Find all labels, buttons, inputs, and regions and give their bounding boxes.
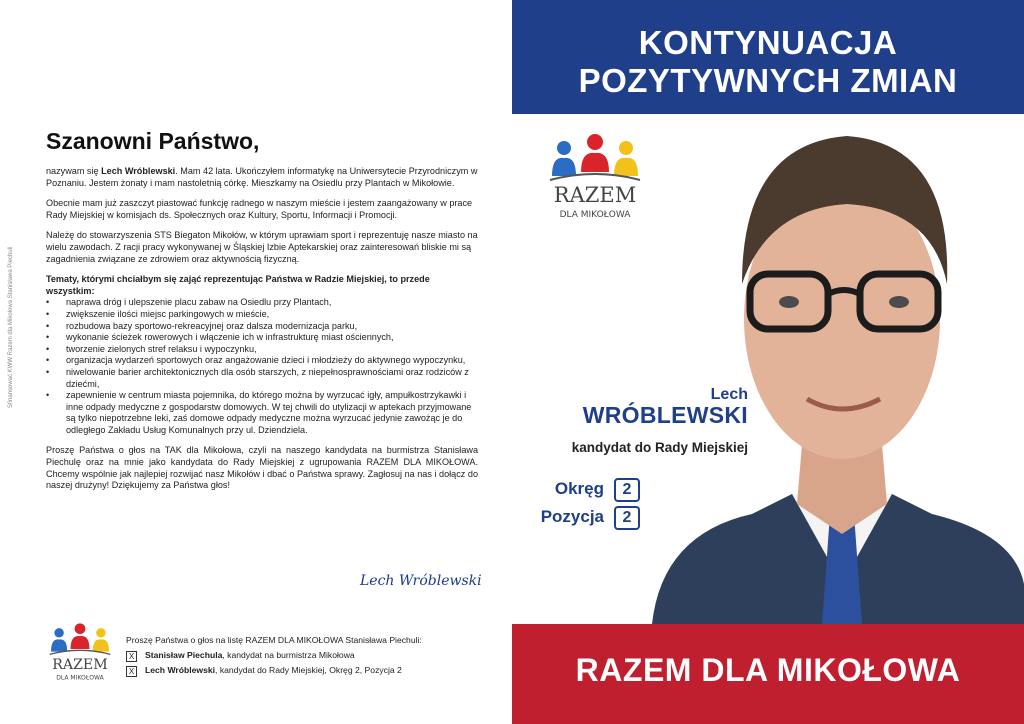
ballot-intro: Proszę Państwa o głos na listę RAZEM DLA MIKOŁOWA Stanisława Piechuli:: [126, 635, 422, 645]
list-item: • rozbudowa bazy sportowo-rekreacyjnej oraz dalsza modernizacja parku,: [46, 321, 478, 333]
intro-post: . Mam 42 lata. Ukończyłem informatykę na Uniwersytecie Przyrodniczym w Poznaniu. Jestem żonaty i mam nastoletnią córkę. Mieszkamy na Osiedlu przy Plantach w Mikołowie.: [46, 166, 478, 188]
ballot-item-name: Stanisław Piechula: [145, 650, 223, 660]
slogan-banner: [512, 624, 1024, 724]
position-badge: 2: [614, 506, 640, 530]
list-item: • naprawa dróg i ulepszenie placu zabaw na Osiedlu przy Plantach,: [46, 297, 478, 309]
district-row: [522, 478, 640, 502]
headline-line-1: KONTYNUACJA: [638, 24, 898, 61]
topics-list: [46, 297, 478, 436]
candidate-portrait-image: [642, 114, 1024, 624]
logo-title: RAZEM: [52, 657, 108, 674]
slogan-text: RAZEM DLA MIKOŁOWA: [575, 652, 961, 688]
intro-pre: nazywam się: [46, 166, 102, 176]
paragraph-sport: Należę do stowarzyszenia STS Biegaton Mikołów, w którym uprawiam sport i reprezentuję nasze miasto na wielu zawodach. Z racji pracy wykonywanej w Śląskiej Izbie Aptekarskiej oraz zainteresowań bliskie mi są zagadnienia związane ze zdrowiem oraz aktywnością fizyczną.: [46, 230, 478, 264]
list-item: • zapewnienie w centrum miasta pojemnika, do którego można by wyrzucać igły, ampułkostrzykawki i inne odpady medyczne z gospodarstw domowych. W tej chwili do utylizacji w aptekach przyjmowane są tylko niepotrzebne leki, zaś domowe odpady medyczne można wyrzucać jedynie zawożąc je do odległego Zakładu Usług Komunalnych przy ul. Dziendziela.: [46, 390, 478, 436]
list-item: • zwiększenie ilości miejsc parkingowych w mieście,: [46, 309, 478, 321]
razem-logo-icon: [542, 132, 648, 224]
intro-name: Lech Wróblewski: [101, 166, 176, 176]
paragraph-council: Obecnie mam już zaszczyt piastować funkcję radnego w naszym mieście i jestem zaangażowany w prace Rady Miejskiej w komisjach ds. Społecznych oraz Kultury, Sportu, Informacji i Promocji.: [46, 198, 473, 220]
position-row: [522, 506, 640, 530]
ballot-info: [126, 634, 422, 679]
signature: Lech Wróblewski: [360, 573, 482, 589]
topics-heading-text: Tematy, którymi chciałbym się zająć reprezentując Państwa w Radzie Miejskiej, to przede wszystkim:: [46, 274, 430, 296]
position-label: Pozycja: [540, 507, 604, 526]
razem-logo-icon: [44, 622, 116, 684]
candidate-role: kandydat do Rady Miejskiej: [571, 440, 748, 455]
candidate-first-name: Lech: [710, 386, 748, 403]
ballot-item-name: Lech Wróblewski: [145, 665, 216, 675]
list-item: • wykonanie ścieżek rowerowych i włączenie ich w infrastrukturę miast ościennych,: [46, 332, 478, 344]
district-badge: 2: [614, 478, 640, 502]
checkbox-marked-icon: X: [126, 666, 137, 677]
greeting-heading: Szanowni Państwo,: [46, 128, 260, 154]
ballot-item: [126, 649, 422, 664]
checkbox-marked-icon: X: [126, 651, 137, 662]
intro-paragraph: [46, 166, 478, 189]
ballot-item: [126, 664, 422, 679]
logo-title: RAZEM: [553, 183, 637, 207]
closing-paragraph: Proszę Państwa o głos na TAK dla Mikołowa, czyli na naszego kandydata na burmistrza Stanisława Piechulę oraz na mnie jako kandydata do Rady Miejskiej z ugrupowania RAZEM DLA MIKOŁOWA. Chcemy wspólnie jak najlepiej rozwijać nasz Mikołów i dbać o Państwa sprawy. Zagłosuj na nas i dołącz do naszej drużyny! Dziękujemy za Państwa głos!: [46, 445, 478, 491]
list-item: • niwelowanie barier architektonicznych dla osób starszych, z niepełnosprawnościami oraz rodziców z dziećmi,: [46, 367, 478, 390]
letter-body: [46, 166, 478, 501]
district-label: Okręg: [554, 479, 604, 498]
logo-subtitle: DLA MIKOŁOWA: [559, 210, 631, 220]
headline-banner: [512, 0, 1024, 114]
candidate-last-name: WRÓBLEWSKI: [582, 402, 748, 428]
ballot-item-desc: , kandydat na burmistrza Mikołowa: [222, 650, 355, 660]
legal-side-note-text: Sfinansować KWW Razem dla Mikołowa Stanisława Piechuli: [8, 246, 14, 408]
cover-page: [512, 0, 1024, 724]
ballot-item-desc: , kandydat do Rady Miejskiej, Okręg 2, Pozycja 2: [215, 665, 402, 675]
legal-side-note: [6, 180, 20, 410]
logo-subtitle: DLA MIKOŁOWA: [56, 674, 104, 682]
list-item: • organizacja wydarzeń sportowych oraz angażowanie dzieci i młodzieży do aktywnego wypoczynku,: [46, 355, 478, 367]
topics-heading: [46, 274, 478, 297]
headline-line-2: POZYTYWNYCH ZMIAN: [578, 62, 958, 99]
list-item: • tworzenie zielonych stref relaksu i wypoczynku,: [46, 344, 478, 356]
